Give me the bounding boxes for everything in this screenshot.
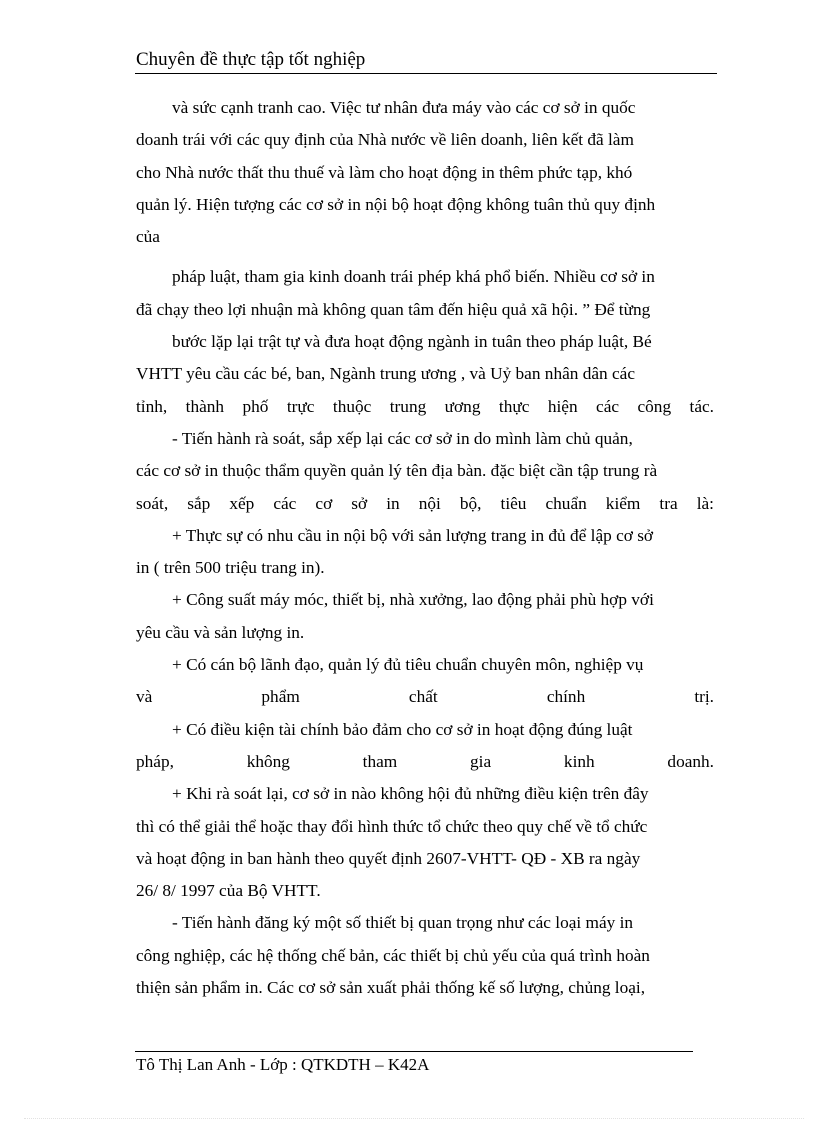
body-line: + Thực sự có nhu cầu in nội bộ với sản lượng trang in đủ để lập cơ sở [172, 525, 654, 545]
body-line: và phẩm chất chính trị. [136, 687, 714, 707]
body-line: + Có cán bộ lãnh đạo, quản lý đủ tiêu chuẩn chuyên môn, nghiệp vụ [172, 655, 644, 675]
body-line: quản lý. Hiện tượng các cơ sở in nội bộ hoạt động không tuân thủ quy định [136, 194, 656, 214]
body-line: + Có điều kiện tài chính bảo đảm cho cơ sở in hoạt động đúng luật [172, 719, 633, 739]
body-line: 26/ 8/ 1997 của Bộ VHTT. [136, 881, 321, 901]
body-line: đã chạy theo lợi nhuận mà không quan tâm đến hiệu quả xã hội. ” Để từng [136, 299, 651, 319]
body-line: doanh trái với các quy định của Nhà nước về liên doanh, liên kết đã làm [136, 130, 634, 150]
body-line: tỉnh, thành phố trực thuộc trung ương thực hiện các công tác. [136, 396, 714, 416]
body-line: - Tiến hành đăng ký một số thiết bị quan trọng như các loại máy in [172, 913, 634, 933]
body-line: cho Nhà nước thất thu thuế và làm cho hoạt động in thêm phức tạp, khó [136, 162, 633, 182]
page-footer-author: Tô Thị Lan Anh - Lớp : QTKDTH – K42A [136, 1055, 430, 1074]
body-line: yêu cầu và sản lượng in. [136, 622, 305, 642]
body-line: các cơ sở in thuộc thẩm quyền quản lý tên địa bàn. đặc biệt cần tập trung rà [136, 461, 658, 481]
body-line: bước lặp lại trật tự và đưa hoạt động ngành in tuân theo pháp luật, Bé [172, 332, 652, 352]
document-body [136, 92, 714, 1004]
header-divider [135, 73, 717, 74]
body-line: + Công suất máy móc, thiết bị, nhà xưởng, lao động phải phù hợp với [172, 590, 654, 610]
body-line: VHTT yêu cầu các bé, ban, Ngành trung ương , và Uỷ ban nhân dân các [136, 364, 636, 384]
body-line: soát, sắp xếp các cơ sở in nội bộ, tiêu chuẩn kiểm tra là: [136, 493, 714, 513]
page-header-title: Chuyên đề thực tập tốt nghiệp [136, 49, 366, 70]
body-line: công nghiệp, các hệ thống chế bản, các thiết bị chủ yếu của quá trình hoàn [136, 945, 650, 965]
body-line: pháp luật, tham gia kinh doanh trái phép khá phổ biến. Nhiều cơ sở in [172, 267, 655, 287]
body-line: của [136, 227, 160, 247]
body-line: và sức cạnh tranh cao. Việc tư nhân đưa máy vào các cơ sở in quốc [172, 98, 636, 117]
body-line: thiện sản phẩm in. Các cơ sở sản xuất phải thống kế số lượng, chủng loại, [136, 978, 646, 998]
body-line: - Tiến hành rà soát, sắp xếp lại các cơ sở in do mình làm chủ quản, [172, 428, 633, 448]
body-line: in ( trên 500 triệu trang in). [136, 558, 325, 578]
body-line: pháp, không tham gia kinh doanh. [136, 751, 714, 771]
page-bottom-edge [24, 1118, 804, 1119]
body-line: và hoạt động in ban hành theo quyết định 2607-VHTT- QĐ - XB ra ngày [136, 848, 641, 868]
body-line: + Khi rà soát lại, cơ sở in nào không hội đủ những điều kiện trên đây [172, 784, 649, 804]
footer-divider [135, 1051, 693, 1052]
body-line: thì có thể giải thể hoặc thay đổi hình thức tổ chức theo quy chế về tổ chức [136, 816, 648, 836]
